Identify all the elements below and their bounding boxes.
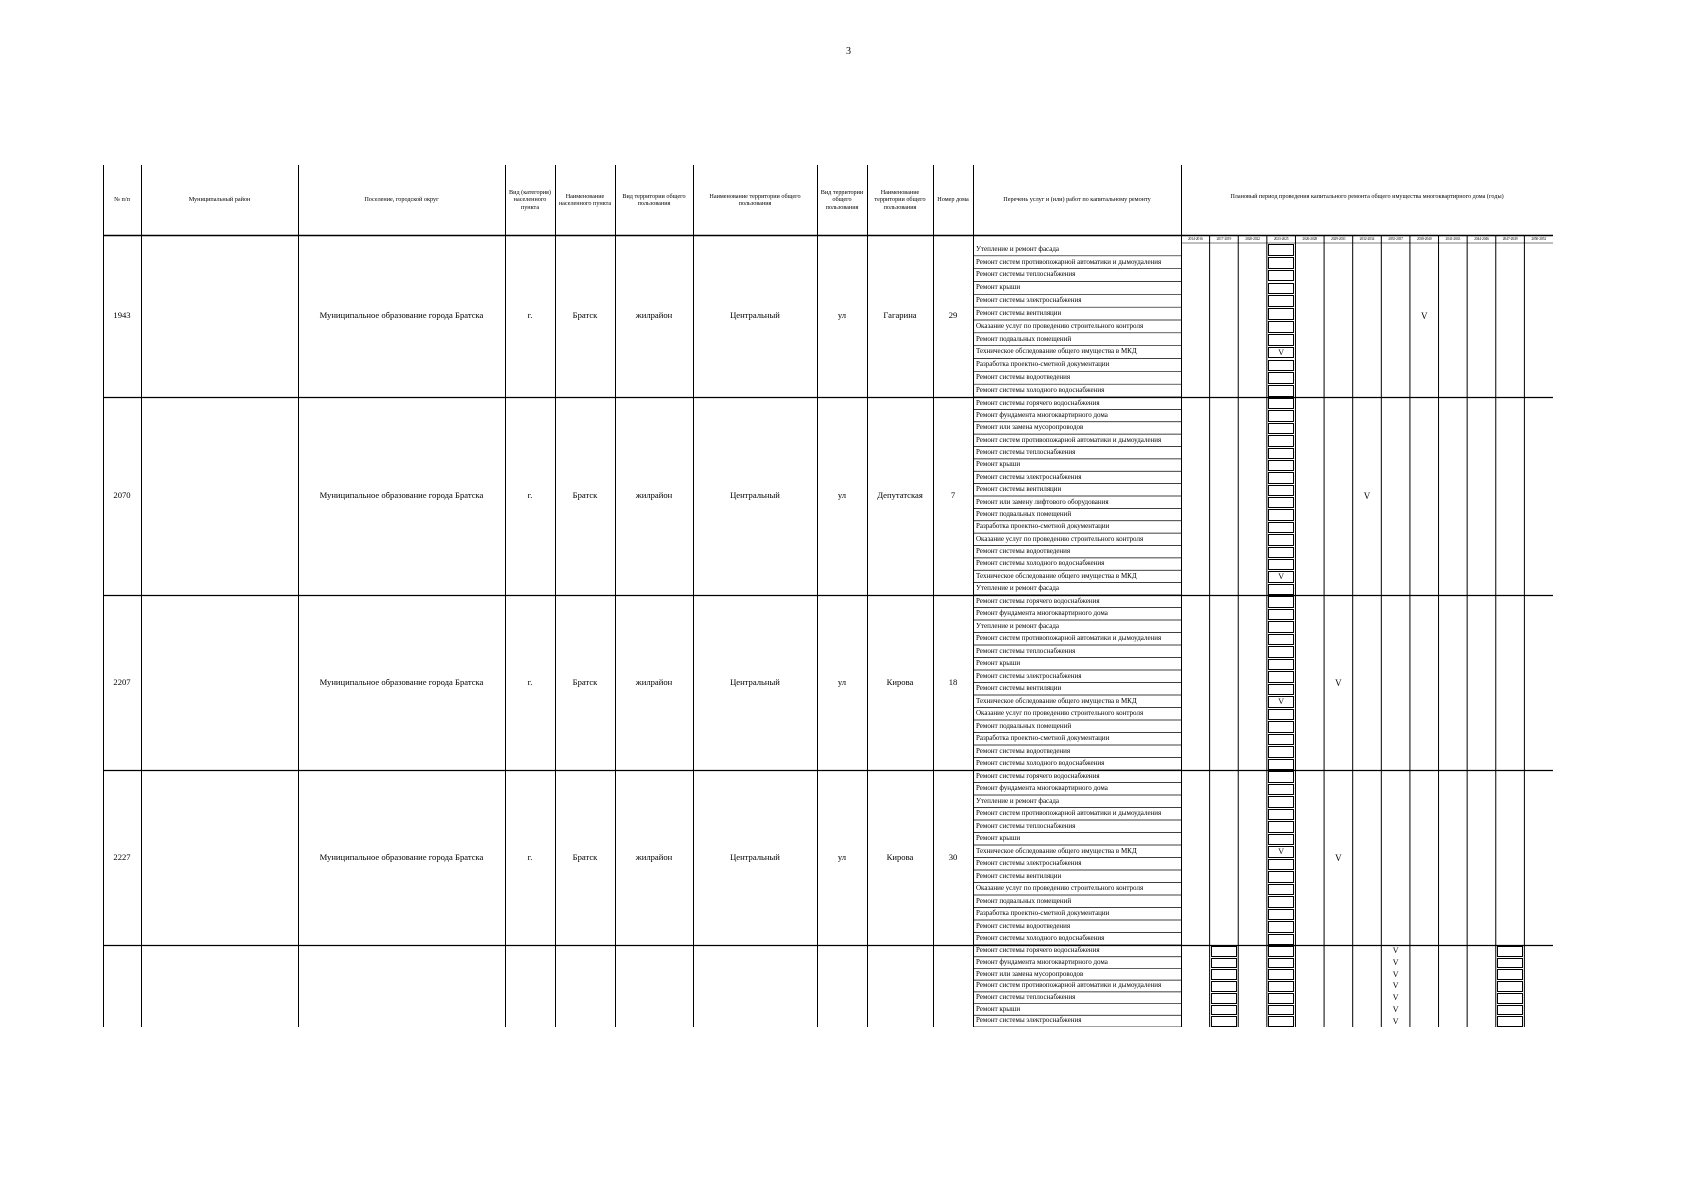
period-checkbox	[1268, 871, 1295, 883]
house-locality-type: г.	[527, 851, 533, 862]
work-item: Ремонт системы теплоснабжения	[976, 270, 1076, 279]
period-checkbox	[1268, 509, 1295, 520]
work-item: Ремонт системы горячего водоснабжения	[976, 596, 1100, 605]
work-item: Ремонт системы электроснабжения	[976, 859, 1082, 868]
period-checkbox	[1268, 460, 1295, 471]
work-item: Ремонт системы вентиляции	[976, 871, 1062, 880]
period-checkbox	[1268, 534, 1295, 545]
work-item: Разработка проектно-сметной документации	[976, 909, 1110, 918]
period-checkbox	[1268, 709, 1295, 721]
house-house	[933, 945, 973, 1027]
work-item: Ремонт системы теплоснабжения	[976, 448, 1076, 457]
header-district: Муниципальный район	[188, 196, 251, 204]
period-checkbox	[1268, 559, 1295, 570]
work-mark: V	[1278, 571, 1285, 581]
period-checkbox	[1268, 946, 1295, 957]
work-item: Ремонт системы водоотведения	[976, 373, 1071, 382]
house-street-name: Гагарина	[883, 310, 917, 321]
period-checkbox	[1268, 896, 1295, 908]
house-num: 2227	[113, 851, 131, 862]
period-checkbox	[1268, 759, 1295, 771]
period-checkbox	[1268, 821, 1295, 833]
house-settlement	[298, 945, 505, 1027]
work-item: Ремонт крыши	[976, 460, 1021, 469]
work-item: Ремонт подвальных помещений	[976, 334, 1072, 343]
work-item: Ремонт системы теплоснабжения	[976, 993, 1076, 1002]
work-item: Ремонт систем противопожарной автоматики и дымоудаления	[976, 257, 1162, 266]
period-checkbox	[1268, 522, 1295, 533]
period-label: 2035-2037	[1388, 237, 1403, 241]
house-area-name: Центральный	[730, 676, 780, 687]
period-checkbox	[1268, 596, 1295, 608]
work-item: Ремонт фундамента многоквартирного дома	[976, 410, 1108, 419]
period-mark: V	[1335, 677, 1342, 688]
work-mark: V	[1392, 946, 1399, 956]
period-checkbox	[1268, 834, 1295, 846]
period-label: 2017-2019	[1216, 237, 1232, 241]
house-street-type: ул	[837, 310, 847, 321]
period-checkbox	[1268, 921, 1295, 933]
period-checkbox	[1268, 958, 1295, 969]
period-checkbox	[1268, 435, 1295, 446]
period-checkbox	[1268, 621, 1295, 633]
work-item: Оказание услуг по проведению строительного контроля	[976, 534, 1144, 543]
period-checkbox	[1268, 884, 1295, 896]
house-area-name: Центральный	[730, 490, 780, 501]
work-item: Оказание услуг по проведению строительного контроля	[976, 709, 1144, 718]
house-street-name: Кирова	[886, 851, 914, 862]
work-item: Ремонт системы водоотведения	[976, 746, 1071, 755]
period-checkbox	[1268, 721, 1295, 733]
house-area-name: Центральный	[730, 851, 780, 862]
work-item: Техническое обследование общего имущества в МКД	[976, 347, 1137, 356]
work-item: Ремонт системы электроснабжения	[976, 671, 1082, 680]
period-checkbox	[1268, 909, 1295, 921]
work-mark: V	[1392, 1004, 1399, 1014]
period-checkbox	[1268, 584, 1295, 595]
work-item: Ремонт фундамента многоквартирного дома	[976, 957, 1108, 966]
period-checkbox	[1268, 746, 1295, 758]
period-checkbox	[1268, 321, 1295, 333]
work-item: Ремонт системы горячего водоснабжения	[976, 946, 1100, 955]
house-settlement: Муниципальное образование города Братска	[319, 490, 484, 501]
house-house: 7	[950, 490, 956, 501]
house-locality-type: г.	[527, 490, 533, 501]
work-item: Утепление и ремонт фасада	[976, 796, 1060, 805]
period-checkbox	[1268, 993, 1295, 1004]
header-area-name: Наименование территории общего пользования	[709, 192, 801, 207]
work-item: Ремонт фундамента многоквартирного дома	[976, 609, 1108, 618]
work-item: Разработка проектно-сметной документации	[976, 522, 1110, 531]
period-checkbox	[1211, 946, 1238, 957]
house-locality-type	[505, 945, 555, 1027]
period-checkbox	[1268, 308, 1295, 320]
work-item: Техническое обследование общего имущества в МКД	[976, 696, 1137, 705]
period-checkbox	[1268, 934, 1295, 946]
work-item: Техническое обследование общего имущества в МКД	[976, 846, 1137, 855]
work-item: Ремонт или замену лифтового оборудования	[976, 497, 1109, 506]
period-checkbox	[1268, 283, 1295, 295]
house-settlement: Муниципальное образование города Братска	[319, 676, 484, 687]
work-item: Ремонт систем противопожарной автоматики и дымоудаления	[976, 809, 1162, 818]
period-label: 2041-2043	[1445, 237, 1461, 241]
period-checkbox	[1211, 1005, 1238, 1016]
house-district	[141, 945, 298, 1027]
header-period: Плановый период проведения капитального ремонта общего имущества многоквартирного дома (годы)	[1230, 193, 1504, 201]
work-item: Утепление и ремонт фасада	[976, 244, 1060, 253]
work-item: Ремонт крыши	[976, 283, 1021, 292]
house-locality-type: г.	[527, 676, 533, 687]
period-checkbox	[1268, 969, 1295, 980]
house-area-type: жилрайон	[635, 310, 673, 321]
work-item: Ремонт или замена мусоропроводов	[976, 423, 1084, 432]
house-locality-name: Братск	[572, 310, 598, 321]
period-checkbox	[1268, 1016, 1295, 1027]
period-checkbox	[1497, 958, 1524, 969]
house-street-type	[817, 945, 867, 1027]
period-label: 2023-2025	[1273, 237, 1289, 241]
work-mark: V	[1278, 696, 1285, 706]
header-settlement: Поселение, городской округ	[364, 196, 439, 204]
work-item: Ремонт систем противопожарной автоматики и дымоудаления	[976, 435, 1162, 444]
work-item: Ремонт системы вентиляции	[976, 485, 1062, 494]
period-checkbox	[1497, 1005, 1524, 1016]
period-label: 2050-2052	[1531, 237, 1547, 241]
house-area-type	[615, 945, 693, 1027]
period-checkbox	[1268, 609, 1295, 621]
period-checkbox	[1268, 372, 1295, 384]
period-checkbox	[1268, 497, 1295, 508]
house-num: 2070	[113, 490, 131, 501]
house-area-type: жилрайон	[635, 490, 673, 501]
work-item: Ремонт системы холодного водоснабжения	[976, 385, 1105, 394]
period-checkbox	[1211, 969, 1238, 980]
work-item: Ремонт подвальных помещений	[976, 509, 1072, 518]
work-item: Ремонт фундамента многоквартирного дома	[976, 784, 1108, 793]
period-checkbox	[1268, 398, 1295, 409]
work-item: Ремонт системы электроснабжения	[976, 472, 1082, 481]
work-item: Ремонт крыши	[976, 1004, 1021, 1013]
period-label: 2014-2016	[1187, 237, 1203, 241]
work-mark: V	[1278, 846, 1285, 856]
period-label: 2032-2034	[1359, 237, 1375, 241]
work-item: Ремонт подвальных помещений	[976, 896, 1072, 905]
work-mark: V	[1278, 347, 1285, 357]
period-checkbox	[1268, 684, 1295, 696]
period-checkbox	[1211, 981, 1238, 992]
work-mark: V	[1392, 993, 1399, 1003]
period-checkbox	[1268, 659, 1295, 671]
work-item: Разработка проектно-сметной документации	[976, 360, 1110, 369]
period-mark: V	[1335, 852, 1342, 863]
house-locality-name	[555, 945, 615, 1027]
house-num	[103, 945, 141, 1027]
work-item: Ремонт подвальных помещений	[976, 721, 1072, 730]
work-item: Ремонт системы холодного водоснабжения	[976, 559, 1105, 568]
work-item: Утепление и ремонт фасада	[976, 584, 1060, 593]
house-district	[141, 770, 298, 945]
house-district	[141, 235, 298, 397]
work-item: Ремонт системы теплоснабжения	[976, 821, 1076, 830]
house-num: 1943	[113, 310, 131, 321]
page-number: 3	[846, 46, 851, 57]
work-item: Ремонт системы вентиляции	[976, 308, 1062, 317]
house-street-name: Депутатская	[877, 490, 923, 501]
period-checkbox	[1497, 946, 1524, 957]
header-street-type: Вид территории общего пользования	[820, 189, 864, 211]
period-checkbox	[1268, 646, 1295, 658]
house-settlement: Муниципальное образование города Братска	[319, 851, 484, 862]
work-item: Разработка проектно-сметной документации	[976, 734, 1110, 743]
period-checkbox	[1211, 1016, 1238, 1027]
period-checkbox	[1268, 547, 1295, 558]
work-mark: V	[1392, 1016, 1399, 1026]
house-area-type: жилрайон	[635, 851, 673, 862]
house-locality-type: г.	[527, 310, 533, 321]
header-locality-name: Наименование населенного пункта	[558, 192, 612, 207]
house-street-type: ул	[837, 490, 847, 501]
work-item: Ремонт системы электроснабжения	[976, 296, 1082, 305]
house-settlement: Муниципальное образование города Братска	[319, 310, 484, 321]
period-checkbox	[1268, 270, 1295, 282]
period-checkbox	[1497, 1016, 1524, 1027]
house-area-type: жилрайон	[635, 676, 673, 687]
period-checkbox	[1268, 423, 1295, 434]
period-checkbox	[1268, 981, 1295, 992]
header-area-type: Вид территории общего пользования	[622, 192, 686, 207]
period-checkbox	[1268, 671, 1295, 683]
house-locality-name: Братск	[572, 851, 598, 862]
work-item: Ремонт системы горячего водоснабжения	[976, 771, 1100, 780]
house-street-name	[867, 945, 933, 1027]
capital-repair-table	[103, 165, 1553, 1027]
house-locality-name: Братск	[572, 676, 598, 687]
work-item: Утепление и ремонт фасада	[976, 621, 1060, 630]
header-house: Номер дома	[937, 196, 969, 204]
work-item: Ремонт системы водоотведения	[976, 547, 1071, 556]
work-item: Ремонт системы водоотведения	[976, 921, 1071, 930]
period-checkbox	[1268, 485, 1295, 496]
house-street-name: Кирова	[886, 676, 914, 687]
period-checkbox	[1268, 295, 1295, 307]
work-item: Ремонт крыши	[976, 834, 1021, 843]
period-label: 2029-2031	[1331, 237, 1346, 241]
work-item: Ремонт систем противопожарной автоматики и дымоудаления	[976, 981, 1162, 990]
period-checkbox	[1268, 784, 1295, 796]
period-checkbox	[1268, 634, 1295, 646]
period-label: 2020-2022	[1245, 237, 1260, 241]
period-checkbox	[1268, 410, 1295, 421]
house-locality-name: Братск	[572, 490, 598, 501]
work-mark: V	[1392, 958, 1399, 968]
house-area-name: Центральный	[730, 310, 780, 321]
period-checkbox	[1211, 958, 1238, 969]
house-house: 18	[948, 676, 958, 687]
house-house: 30	[948, 851, 958, 862]
house-district	[141, 397, 298, 595]
house-house: 29	[948, 310, 958, 321]
work-item: Техническое обследование общего имущества в МКД	[976, 571, 1137, 580]
period-checkbox	[1497, 993, 1524, 1004]
period-checkbox	[1268, 796, 1295, 808]
period-checkbox	[1268, 244, 1295, 256]
header-street-name: Наименование территории общего пользования	[874, 189, 926, 211]
work-item: Оказание услуг по проведению строительного контроля	[976, 884, 1144, 893]
period-checkbox	[1268, 1005, 1295, 1016]
period-checkbox	[1268, 448, 1295, 459]
house-area-name	[693, 945, 817, 1027]
period-label: 2026-2028	[1302, 237, 1318, 241]
house-street-type: ул	[837, 851, 847, 862]
work-item: Ремонт системы холодного водоснабжения	[976, 934, 1105, 943]
period-label: 2038-2040	[1416, 237, 1432, 241]
period-label: 2047-2049	[1502, 237, 1518, 241]
period-checkbox	[1497, 981, 1524, 992]
work-item: Ремонт системы холодного водоснабжения	[976, 759, 1105, 768]
period-checkbox	[1211, 993, 1238, 1004]
period-checkbox	[1268, 771, 1295, 783]
period-checkbox	[1268, 472, 1295, 483]
period-checkbox	[1268, 809, 1295, 821]
work-item: Оказание услуг по проведению строительного контроля	[976, 321, 1144, 330]
period-checkbox	[1268, 859, 1295, 871]
work-item: Ремонт системы теплоснабжения	[976, 646, 1076, 655]
period-checkbox	[1268, 257, 1295, 269]
work-item: Ремонт системы горячего водоснабжения	[976, 398, 1100, 407]
work-item: Ремонт систем противопожарной автоматики и дымоудаления	[976, 634, 1162, 643]
work-item: Ремонт крыши	[976, 659, 1021, 668]
work-mark: V	[1392, 981, 1399, 991]
work-item: Ремонт системы электроснабжения	[976, 1016, 1082, 1025]
period-label: 2044-2046	[1474, 237, 1489, 241]
work-mark: V	[1392, 969, 1399, 979]
house-num: 2207	[113, 676, 131, 687]
period-checkbox	[1268, 334, 1295, 346]
period-checkbox	[1268, 734, 1295, 746]
header-locality-type: Вид (категория) населенного пункта	[509, 189, 551, 211]
period-checkbox	[1268, 385, 1295, 397]
period-checkbox	[1497, 969, 1524, 980]
period-checkbox	[1268, 360, 1295, 372]
house-street-type: ул	[837, 676, 847, 687]
period-mark: V	[1420, 311, 1428, 321]
header-works: Перечень услуг и (или) работ по капитальному ремонту	[1003, 196, 1151, 204]
period-mark: V	[1363, 491, 1371, 501]
work-item: Ремонт или замена мусоропроводов	[976, 969, 1084, 978]
header-num: № п/п	[114, 196, 130, 204]
work-item: Ремонт системы вентиляции	[976, 684, 1062, 693]
house-district	[141, 595, 298, 770]
